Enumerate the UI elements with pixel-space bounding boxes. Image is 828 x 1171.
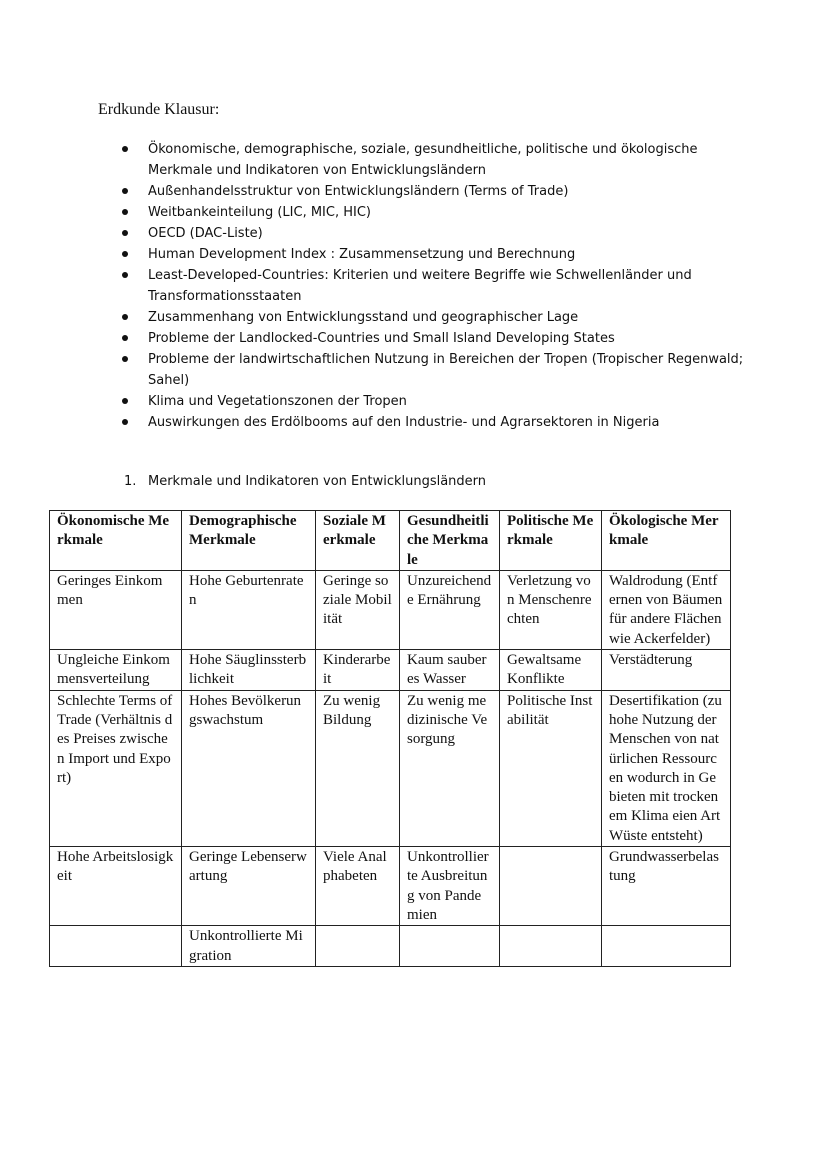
table-row xyxy=(50,570,731,649)
topic-list xyxy=(148,139,748,433)
table-cell xyxy=(500,926,602,967)
column-header-economic: Ökonomische Merkmale xyxy=(50,511,182,571)
topic-item: Auswirkungen des Erdölbooms auf den Industrie- und Agrarsektoren in Nigeria xyxy=(148,412,748,433)
table-cell: Gewaltsame Konflikte xyxy=(500,650,602,691)
table-cell: Grundwasserbelastung xyxy=(602,847,731,926)
topic-item: Least-Developed-Countries: Kriterien und weitere Begriffe wie Schwellenländer und Transformationsstaaten xyxy=(148,265,748,307)
table-cell: Unkontrollierte Migration xyxy=(182,926,316,967)
topic-item: Klima und Vegetationszonen der Tropen xyxy=(148,391,748,412)
document-title: Erdkunde Klausur: xyxy=(98,101,220,118)
table-cell: Ungleiche Einkommensverteilung xyxy=(50,650,182,691)
table-cell: Verletzung von Menschenrechten xyxy=(500,570,602,649)
topic-item: Ökonomische, demographische, soziale, gesundheitliche, politische und ökologische Merkmale und Indikatoren von Entwicklungsländern xyxy=(148,139,748,181)
table-cell: Zu wenig Bildung xyxy=(316,690,400,846)
table-cell: Schlechte Terms of Trade (Verhältnis des Preises zwischen Import und Export) xyxy=(50,690,182,846)
table-row xyxy=(50,847,731,926)
table-row xyxy=(50,650,731,691)
table-cell xyxy=(50,926,182,967)
table-row xyxy=(50,690,731,846)
table-row xyxy=(50,926,731,967)
topic-item: Zusammenhang von Entwicklungsstand und geographischer Lage xyxy=(148,307,748,328)
table-cell: Politische Instabilität xyxy=(500,690,602,846)
table-cell: Kaum sauberes Wasser xyxy=(400,650,500,691)
column-header-political: Politische Merkmale xyxy=(500,511,602,571)
column-header-ecological: Ökologische Merkmale xyxy=(602,511,731,571)
table-cell xyxy=(500,847,602,926)
indicator-table xyxy=(49,510,731,967)
table-cell: Geringes Einkommen xyxy=(50,570,182,649)
topic-item: Weitbankeinteilung (LIC, MIC, HIC) xyxy=(148,202,748,223)
topic-item: Human Development Index : Zusammensetzung und Berechnung xyxy=(148,244,748,265)
table-cell: Unkontrollierte Ausbreitung von Pandemien xyxy=(400,847,500,926)
table-cell: Geringe soziale Mobilität xyxy=(316,570,400,649)
table-cell: Viele Analphabeten xyxy=(316,847,400,926)
table-cell: Zu wenig medizinische Vesorgung xyxy=(400,690,500,846)
table-cell xyxy=(316,926,400,967)
table-cell: Hohe Säuglinssterblichkeit xyxy=(182,650,316,691)
table-cell: Geringe Lebenserwartung xyxy=(182,847,316,926)
topic-item: Probleme der landwirtschaftlichen Nutzung in Bereichen der Tropen (Tropischer Regenwald; Sahel) xyxy=(148,349,748,391)
table-cell: Hohes Bevölkerungswachstum xyxy=(182,690,316,846)
table-cell: Hohe Arbeitslosigkeit xyxy=(50,847,182,926)
column-header-health: Gesundheitliche Merkmale xyxy=(400,511,500,571)
section-title: Merkmale und Indikatoren von Entwicklungsländern xyxy=(148,474,487,489)
table-cell: Desertifikation (zu hohe Nutzung der Menschen von natürlichen Ressourcen wodurch in Gebieten mit trockenem Klima eien Art Wüste entsteht) xyxy=(602,690,731,846)
table-cell: Hohe Geburtenraten xyxy=(182,570,316,649)
table-cell: Unzureichende Ernährung xyxy=(400,570,500,649)
section-heading xyxy=(124,471,486,492)
column-header-demographic: Demographische Merkmale xyxy=(182,511,316,571)
topic-item: OECD (DAC-Liste) xyxy=(148,223,748,244)
topic-item: Außenhandelsstruktur von Entwicklungsländern (Terms of Trade) xyxy=(148,181,748,202)
table-cell: Kinderarbeit xyxy=(316,650,400,691)
section-number: 1. xyxy=(124,474,137,489)
table-cell xyxy=(400,926,500,967)
topic-item: Probleme der Landlocked-Countries und Small Island Developing States xyxy=(148,328,748,349)
column-header-social: Soziale Merkmale xyxy=(316,511,400,571)
table-header-row xyxy=(50,511,731,571)
table-cell: Verstädterung xyxy=(602,650,731,691)
table-cell: Waldrodung (Entfernen von Bäumen für andere Flächen wie Ackerfelder) xyxy=(602,570,731,649)
table-cell xyxy=(602,926,731,967)
